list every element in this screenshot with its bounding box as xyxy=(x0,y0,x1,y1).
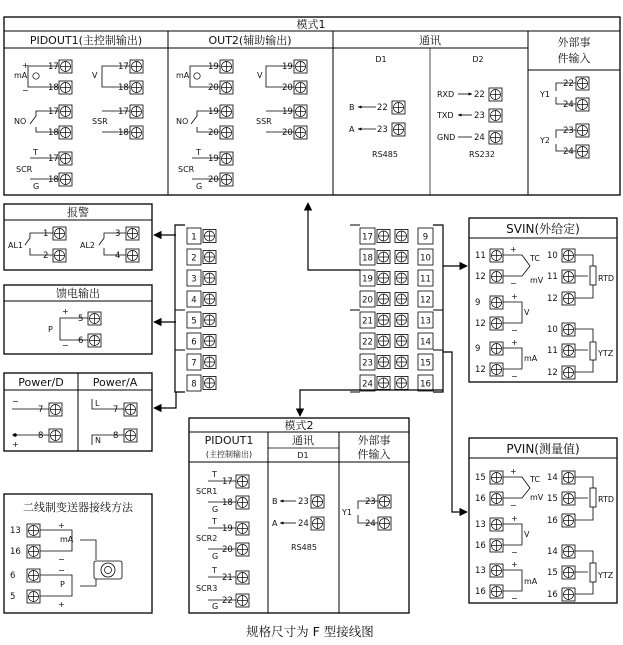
mode1-ext-title-2: 件输入 xyxy=(557,52,591,65)
p-label: P xyxy=(48,325,53,334)
mode2-scr3 xyxy=(196,566,249,611)
a-label: A xyxy=(272,519,278,528)
terminal-number: 12 xyxy=(547,368,558,378)
terminal-number: 13 xyxy=(10,526,21,536)
center-right-terminal xyxy=(360,375,433,391)
terminal-number: 5 xyxy=(191,316,197,327)
rs232-label: RS232 xyxy=(469,150,495,159)
terminal-number: 12 xyxy=(475,319,486,329)
b-label: B xyxy=(349,103,355,112)
ssr-label: SSR xyxy=(256,117,272,126)
terminal-number: 22 xyxy=(377,103,388,113)
terminal-number: 17 xyxy=(48,62,59,72)
mv-label: mV xyxy=(530,276,544,285)
terminal-number: 16 xyxy=(420,379,431,390)
resistor-icon xyxy=(590,342,596,360)
terminal-number: 9 xyxy=(475,298,481,308)
minus-sign: − xyxy=(58,555,65,564)
terminal-number: 22 xyxy=(563,79,574,89)
terminal-number: 11 xyxy=(547,272,558,282)
center-right-terminal xyxy=(360,291,433,307)
minus-sign: − xyxy=(62,341,69,350)
terminal-number: 24 xyxy=(563,147,574,157)
terminal-number: 14 xyxy=(547,547,558,557)
mode2-pidout1-title: PIDOUT1 xyxy=(204,434,254,447)
ytz-label: YTZ xyxy=(598,349,614,358)
terminal-number: 17 xyxy=(222,477,233,487)
terminal-number: 23 xyxy=(365,497,376,507)
mode2-ext-title-2: 件输入 xyxy=(357,448,391,461)
scr3-label: SCR3 xyxy=(196,584,218,593)
terminal-number: 16 xyxy=(475,587,486,597)
out2-v-output xyxy=(257,60,307,94)
terminal-number: 24 xyxy=(474,133,485,143)
center-left-terminal xyxy=(187,270,216,286)
plus-sign: + xyxy=(511,338,518,347)
y1-label: Y1 xyxy=(342,508,352,517)
power-d-title: Power/D xyxy=(18,376,64,389)
center-right-terminal xyxy=(360,312,433,328)
terminal-number: 4 xyxy=(191,295,197,306)
terminal-number: 7 xyxy=(191,358,197,369)
terminal-number: 20 xyxy=(282,128,293,138)
al2-label: AL2 xyxy=(80,241,96,250)
mode1-pidout1-title: PIDOUT1(主控制输出) xyxy=(29,34,143,47)
terminal-number: 18 xyxy=(362,253,373,264)
minus-sign: − xyxy=(511,594,518,603)
pidout1-ssr-output xyxy=(92,105,143,139)
mode2-scr1 xyxy=(196,470,249,514)
arrow-to-mode1 xyxy=(308,203,360,270)
center-left-terminal xyxy=(187,354,216,370)
mode1-d1-label: D1 xyxy=(375,55,387,64)
terminal-number: 2 xyxy=(43,251,49,261)
power-panel xyxy=(4,373,152,451)
terminal-number: 19 xyxy=(282,62,293,72)
pidout1-scr xyxy=(16,148,72,191)
pidout1-ma-output xyxy=(14,60,72,95)
no-label: NO xyxy=(176,117,189,126)
terminal-number: 11 xyxy=(547,346,558,356)
ytz-label: YTZ xyxy=(598,571,614,580)
resistor-icon xyxy=(590,266,596,285)
terminal-number: 17 xyxy=(118,107,129,117)
terminal-number: 8 xyxy=(113,431,119,441)
terminal-number: 16 xyxy=(475,541,486,551)
al1-label: AL1 xyxy=(8,241,24,250)
terminal-number: 13 xyxy=(420,316,431,327)
terminal-number: 20 xyxy=(362,295,373,306)
t-label: T xyxy=(196,148,201,157)
terminal-number: 9 xyxy=(422,232,429,243)
out2-ma-output xyxy=(176,60,233,94)
tc-label: TC xyxy=(530,475,541,484)
mode1-ext-title-1: 外部事 xyxy=(557,36,591,49)
mode2-ext-title-1: 外部事 xyxy=(357,434,391,447)
terminal-number: 14 xyxy=(420,337,431,348)
v-label: V xyxy=(524,308,530,317)
mode1-ext-input xyxy=(539,77,589,158)
terminal-number: 8 xyxy=(191,379,197,390)
terminal-number: 18 xyxy=(118,83,129,93)
out2-ssr-output xyxy=(256,105,307,139)
feed-output-panel xyxy=(4,285,152,354)
center-right-terminal xyxy=(360,249,433,265)
center-left-terminal xyxy=(187,375,216,391)
center-terminal-block xyxy=(175,225,443,392)
terminal-number: 18 xyxy=(118,128,129,138)
center-right-terminal xyxy=(360,228,433,244)
t-label: T xyxy=(212,470,217,479)
power-a-title: Power/A xyxy=(92,376,138,389)
terminal-number: 23 xyxy=(298,497,309,507)
terminal-number: 11 xyxy=(420,274,431,285)
tc-label: TC xyxy=(530,254,541,263)
out2-scr xyxy=(178,148,233,191)
g-label: G xyxy=(212,552,219,561)
terminal-number: 5 xyxy=(78,314,84,324)
terminal-number: 16 xyxy=(475,494,486,504)
two-wire-title: 二线制变送器接线方法 xyxy=(23,501,133,514)
out2-relay-no xyxy=(176,105,233,139)
terminal-number: 18 xyxy=(48,128,59,138)
ssr-label: SSR xyxy=(92,117,108,126)
mv-label: mV xyxy=(530,493,544,502)
g-label: G xyxy=(196,182,203,191)
rs485-label: RS485 xyxy=(372,150,398,159)
terminal-number: 24 xyxy=(365,519,376,529)
terminal-number: 19 xyxy=(208,154,219,164)
pvin-panel xyxy=(469,438,617,603)
plus-sign: + xyxy=(511,292,518,301)
terminal-number: 6 xyxy=(78,336,84,346)
terminal-number: 22 xyxy=(474,90,485,100)
mode1-title: 模式1 xyxy=(296,18,326,31)
y2-label: Y2 xyxy=(540,136,550,145)
terminal-number: 18 xyxy=(222,498,233,508)
center-right-terminal xyxy=(360,270,433,286)
center-left-terminal xyxy=(187,312,216,328)
terminal-number: 8 xyxy=(38,431,44,441)
plus-sign: + xyxy=(22,61,29,70)
terminal-number: 1 xyxy=(191,232,197,243)
terminal-number: 20 xyxy=(208,83,219,93)
terminal-number: 1 xyxy=(43,229,49,239)
center-left-terminal xyxy=(187,228,216,244)
terminal-number: 16 xyxy=(547,590,558,600)
mode2-rs485 xyxy=(272,495,324,552)
center-left-terminal xyxy=(187,333,216,349)
terminal-number: 10 xyxy=(420,253,431,264)
terminal-number: 23 xyxy=(362,358,373,369)
n-label: N xyxy=(95,436,101,445)
terminal-number: 17 xyxy=(48,154,59,164)
center-left-terminal xyxy=(187,291,216,307)
terminal-number: 17 xyxy=(118,62,129,72)
terminal-number: 15 xyxy=(475,473,486,483)
minus-sign: − xyxy=(510,501,517,510)
transmitter-icon xyxy=(94,561,122,579)
plus-sign: + xyxy=(510,245,517,254)
ma-label: mA xyxy=(524,577,538,586)
minus-sign: − xyxy=(511,372,518,381)
mode2-comm-title: 通讯 xyxy=(292,434,314,447)
scr2-label: SCR2 xyxy=(196,534,218,543)
terminal-number: 20 xyxy=(222,545,233,555)
terminal-number: 3 xyxy=(115,229,121,239)
a-label: A xyxy=(349,125,355,134)
ma-label: mA xyxy=(60,535,74,544)
ma-label: mA xyxy=(524,354,538,363)
arrow-to-mode2 xyxy=(300,390,443,416)
terminal-number: 14 xyxy=(547,473,558,483)
no-label: NO xyxy=(14,117,27,126)
terminal-number: 16 xyxy=(10,547,21,557)
t-label: T xyxy=(212,517,217,526)
terminal-number: 10 xyxy=(547,251,558,261)
ma-label: mA xyxy=(176,71,190,80)
terminal-number: 5 xyxy=(10,592,16,602)
minus-sign: − xyxy=(22,86,29,95)
resistor-icon xyxy=(590,488,596,507)
alarm-panel xyxy=(4,204,152,270)
terminal-number: 4 xyxy=(115,251,121,261)
terminal-number: 18 xyxy=(48,83,59,93)
gnd-label: GND xyxy=(437,133,456,142)
ma-label: mA xyxy=(14,71,28,80)
terminal-number: 17 xyxy=(48,107,59,117)
terminal-number: 9 xyxy=(475,344,481,354)
terminal-number: 6 xyxy=(10,571,16,581)
terminal-number: 20 xyxy=(208,175,219,185)
b-label: B xyxy=(272,497,278,506)
g-label: G xyxy=(212,505,219,514)
terminal-number: 24 xyxy=(298,519,309,529)
two-wire-panel xyxy=(4,494,152,613)
terminal-number: 20 xyxy=(282,83,293,93)
terminal-number: 18 xyxy=(48,175,59,185)
terminal-number: 17 xyxy=(362,232,373,243)
terminal-number: 12 xyxy=(547,294,558,304)
mode2-title: 模式2 xyxy=(284,419,314,432)
svin-panel xyxy=(469,218,617,382)
terminal-number: 15 xyxy=(547,568,558,578)
minus-sign: − xyxy=(511,326,518,335)
terminal-number: 12 xyxy=(475,365,486,375)
mode2-ext-input xyxy=(341,495,391,530)
alarm-title: 报警 xyxy=(67,206,89,219)
center-right-terminal xyxy=(360,333,433,349)
terminal-number: 7 xyxy=(113,405,119,415)
terminal-number: 12 xyxy=(475,272,486,282)
center-right-terminal xyxy=(360,354,433,370)
terminal-number: 19 xyxy=(282,107,293,117)
plus-sign: + xyxy=(58,521,65,530)
mode2-d1-label: D1 xyxy=(297,451,309,460)
diagram-caption: 规格尺寸为 F 型接线图 xyxy=(246,624,374,639)
terminal-number: 13 xyxy=(475,566,486,576)
terminal-number: 24 xyxy=(563,100,574,110)
arrow-to-pvin xyxy=(443,352,467,512)
mode1-panel xyxy=(4,17,620,195)
scr1-label: SCR1 xyxy=(196,487,218,496)
v-label: V xyxy=(524,530,530,539)
mode2-pidout1-subtitle: (主控制输出) xyxy=(205,450,253,459)
t-label: T xyxy=(212,566,217,575)
minus-sign: − xyxy=(510,279,517,288)
terminal-number: 12 xyxy=(420,295,431,306)
terminal-number: 16 xyxy=(547,516,558,526)
plus-sign: + xyxy=(511,514,518,523)
terminal-number: 24 xyxy=(362,379,373,390)
terminal-number: 22 xyxy=(222,596,233,606)
terminal-number: 19 xyxy=(362,274,373,285)
terminal-number: 6 xyxy=(191,337,197,348)
resistor-icon xyxy=(590,563,596,582)
terminal-number: 22 xyxy=(362,337,373,348)
terminal-number: 15 xyxy=(420,358,431,369)
terminal-number: 19 xyxy=(222,524,233,534)
svin-title: SVIN(外给定) xyxy=(506,222,580,236)
terminal-number: 21 xyxy=(222,573,233,583)
terminal-number: 23 xyxy=(474,111,485,121)
y1-label: Y1 xyxy=(540,90,550,99)
v-label: V xyxy=(92,71,98,80)
mode1-out2-title: OUT2(辅助输出) xyxy=(208,34,292,47)
mode2-scr2 xyxy=(196,517,249,561)
terminal-number: 13 xyxy=(475,520,486,530)
mode1-rs485 xyxy=(349,101,405,159)
minus-sign: − xyxy=(12,397,19,406)
terminal-number: 2 xyxy=(191,253,197,264)
scr-label: SCR xyxy=(16,165,33,174)
feed-title: 馈电输出 xyxy=(56,287,100,300)
terminal-number: 19 xyxy=(208,62,219,72)
terminal-number: 23 xyxy=(563,126,574,136)
plus-sign: + xyxy=(12,440,19,449)
terminal-number: 21 xyxy=(362,316,373,327)
plus-sign: + xyxy=(510,467,517,476)
terminal-number: 20 xyxy=(208,128,219,138)
mode2-panel xyxy=(189,418,409,613)
pidout1-relay-no xyxy=(14,105,72,139)
p-label: P xyxy=(60,580,65,589)
terminal-number: 19 xyxy=(208,107,219,117)
minus-sign: − xyxy=(511,548,518,557)
terminal-number: 7 xyxy=(38,405,44,415)
terminal-number: 10 xyxy=(547,325,558,335)
terminal-number: 3 xyxy=(191,274,197,285)
mode1-d2-label: D2 xyxy=(472,55,484,64)
rtd-label: RTD xyxy=(598,495,615,504)
mode1-rs232 xyxy=(436,88,502,159)
center-left-terminal xyxy=(187,249,216,265)
mode1-comm-title: 通讯 xyxy=(419,34,441,47)
g-label: G xyxy=(33,182,40,191)
g-label: G xyxy=(212,602,219,611)
rxd-label: RXD xyxy=(437,90,455,99)
terminal-number: 15 xyxy=(547,494,558,504)
arrow-to-power xyxy=(154,392,176,408)
plus-sign: + xyxy=(62,307,69,316)
plus-sign: + xyxy=(511,560,518,569)
txd-label: TXD xyxy=(437,111,454,120)
terminal-number: 11 xyxy=(475,251,486,261)
t-label: T xyxy=(33,148,38,157)
minus-sign: − xyxy=(58,566,65,575)
terminal-number: 23 xyxy=(377,125,388,135)
v-label: V xyxy=(257,71,263,80)
rs485-label: RS485 xyxy=(291,543,317,552)
rtd-label: RTD xyxy=(598,274,615,283)
scr-label: SCR xyxy=(178,165,195,174)
l-label: L xyxy=(95,399,100,408)
pvin-title: PVIN(测量值) xyxy=(506,442,580,456)
plus-sign: + xyxy=(58,600,65,609)
pidout1-v-output xyxy=(92,60,143,94)
